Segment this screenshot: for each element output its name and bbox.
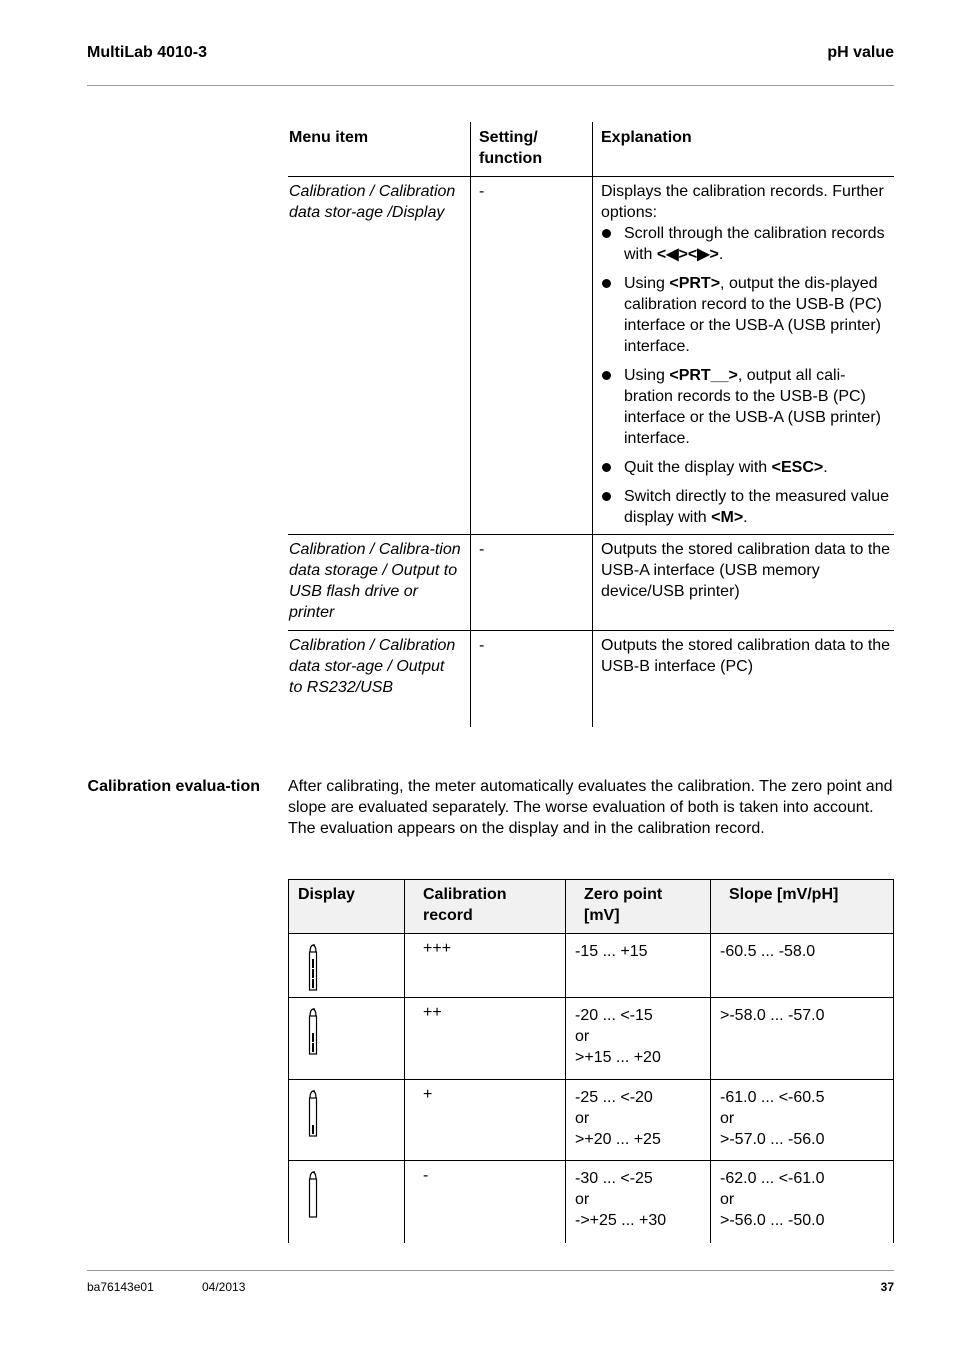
table-rule [288,176,894,177]
menu-item-cell: Calibration / Calibration data stor-age / Output to RS232/USB [289,637,456,696]
table-divider [470,122,471,727]
table-divider [404,879,405,1243]
slope-cell [720,941,815,962]
value-line: or [575,1110,590,1127]
value-line: >+20 ... +25 [575,1131,661,1148]
record-cell: ++ [423,1004,442,1021]
option-text: Switch directly to the measured value display with [624,488,890,526]
value-line: -20 ... <-15 [575,1007,653,1024]
column-header-setting: Setting/ function [479,129,543,167]
option-text: , output all cali-bration records to the USB-B (PC) interface or the USB-A (USB printer) interface. [624,367,881,447]
setting-cell: - [479,541,485,558]
table-rule [288,630,894,631]
zero-cell [575,941,648,962]
slope-cell [720,1087,825,1150]
table-divider [565,879,566,1243]
value-line: -60.5 ... -58.0 [720,943,816,960]
table-rule [288,1079,894,1080]
explanation-cell [601,181,891,536]
zero-cell [575,1005,661,1068]
option-item [601,457,891,478]
menu-item-cell: Calibration / Calibra-tion data storage / Output to USB flash drive or printer [289,541,461,621]
charge-segment [312,979,314,988]
option-item [601,486,891,528]
zero-cell [575,1168,666,1231]
charge-segment [312,959,314,968]
value-line: or [575,1028,590,1045]
section-heading: Calibration evalua-tion [87,778,260,795]
slope-cell [720,1168,825,1231]
key-label: <◀><▶> [656,246,719,263]
option-item [601,223,891,265]
page-number: 37 [880,1280,894,1294]
table-rule [288,1160,894,1161]
column-header-zero-point: Zero point [mV] [584,886,663,924]
value-line: >+15 ... +20 [575,1049,661,1066]
options-list [601,223,891,528]
value-line: >-56.0 ... -50.0 [720,1212,825,1229]
footer-doc-number: ba76143e01 [87,1280,154,1294]
header-rule [87,85,894,86]
option-text: Scroll through the calibration records with [624,225,885,263]
value-line: -62.0 ... <-61.0 [720,1170,825,1187]
record-cell: +++ [423,940,452,957]
electrode-icon [305,1089,321,1139]
footer-date: 04/2013 [202,1280,246,1294]
table-divider [288,879,289,1243]
value-line: or [720,1110,735,1127]
explanation-intro: Displays the calibration records. Further options: [601,183,884,221]
charge-segment [312,1125,314,1134]
column-header-display: Display [298,886,355,903]
footer-rule [87,1270,894,1271]
slope-cell [720,1005,825,1026]
column-header-menu-item: Menu item [289,129,369,146]
option-text: Using [624,275,670,292]
charge-segment [312,1033,314,1042]
key-label: <PRT__> [669,367,738,384]
column-header-slope: Slope [mV/pH] [729,886,839,903]
charge-segment [312,1043,314,1052]
electrode-icon [305,1170,321,1220]
option-item [601,365,891,449]
option-text: , output the dis-played calibration record to the USB-B (PC) interface or the USB-A (USB printer) interface. [624,275,882,355]
table-divider [710,879,711,1243]
option-text: Using [624,367,670,384]
setting-cell: - [479,637,485,654]
key-label: <PRT> [669,275,721,292]
option-text: . [743,509,748,526]
option-text: . [823,459,828,476]
column-header-explanation: Explanation [601,129,692,146]
column-header-record: Calibration record [423,886,507,924]
record-cell: + [423,1086,433,1103]
zero-cell [575,1087,661,1150]
value-line: ->+25 ... +30 [575,1212,667,1229]
value-line: -61.0 ... <-60.5 [720,1089,825,1106]
table-divider [893,879,894,1243]
key-label: <M> [711,509,744,526]
charge-segment [312,969,314,978]
value-line: -30 ... <-25 [575,1170,653,1187]
setting-cell: - [479,183,485,200]
record-cell: - [423,1167,429,1184]
explanation-cell: Outputs the stored calibration data to the USB-B interface (PC) [601,637,891,675]
header-title: MultiLab 4010-3 [87,44,208,61]
menu-item-cell: Calibration / Calibration data stor-age /Display [289,183,456,221]
value-line: >-57.0 ... -56.0 [720,1131,825,1148]
table-divider [592,122,593,727]
header-section: pH value [827,44,894,61]
key-label: <ESC> [771,459,824,476]
value-line: or [575,1191,590,1208]
option-text: . [718,246,724,263]
option-item [601,273,891,357]
electrode-icon [305,1007,321,1057]
value-line: -25 ... <-20 [575,1089,653,1106]
explanation-cell: Outputs the stored calibration data to the USB-A interface (USB memory device/USB printer) [601,541,891,600]
electrode-icon [305,943,321,993]
section-paragraph: After calibrating, the meter automatically evaluates the calibration. The zero point and slope are evaluated separately. The worse evaluation of both is taken into account. The evaluation appears on the display and in the calibration record. [288,778,893,837]
table-rule [288,933,894,934]
value-line: -15 ... +15 [575,943,648,960]
value-line: or [720,1191,735,1208]
table-rule [288,997,894,998]
option-text: Quit the display with [624,459,772,476]
value-line: >-58.0 ... -57.0 [720,1007,825,1024]
